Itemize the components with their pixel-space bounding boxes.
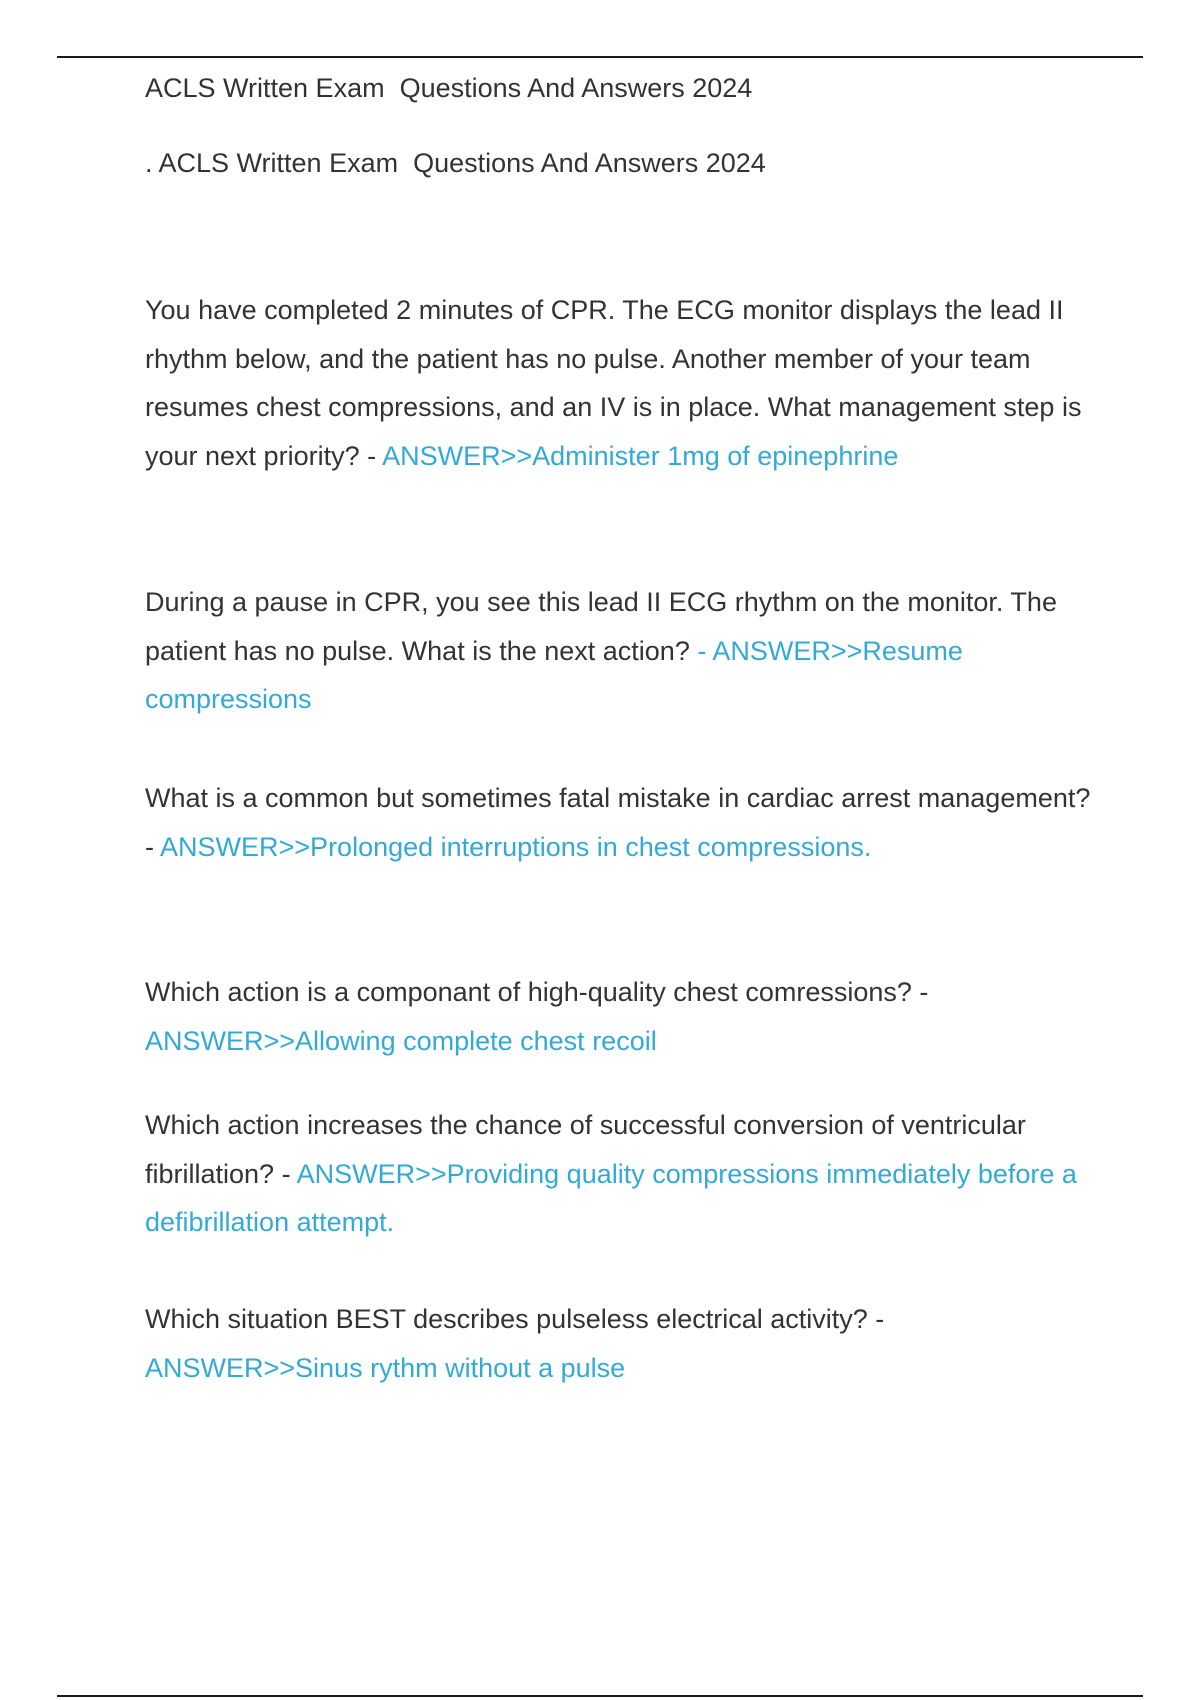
qa-item [145,286,1095,480]
answer-text: ANSWER>>Allowing complete chest recoil [145,1025,657,1056]
question-text: During a pause in CPR, you see this lead II ECG rhythm on the monitor. The patient has no pulse. What is the next action? [145,587,1057,666]
bottom-divider [57,1695,1143,1697]
qa-item [145,1101,1095,1247]
answer-text: - ANSWER>>Resume compressions [145,635,963,714]
question-text: Which situation BEST describes pulseless electrical activity? - [145,1304,885,1334]
answer-text: ANSWER>>Sinus rythm without a pulse [145,1352,626,1383]
qa-item [145,1295,1095,1392]
question-text: What is a common but sometimes fatal mistake in cardiac arrest management? - [145,783,1091,862]
qa-item [145,774,1095,871]
document-title: . ACLS Written Exam Questions And Answers 2024 [145,148,766,178]
qa-item [145,968,1095,1065]
question-text: You have completed 2 minutes of CPR. The ECG monitor displays the lead II rhythm below, and the patient has no pulse. Another member of your team resumes chest compressions, and an IV is in place. What management step is your next priority? - [145,295,1082,471]
answer-text: ANSWER>>Prolonged interruptions in chest compressions. [160,831,872,862]
answer-text: ANSWER>>Administer 1mg of epinephrine [382,440,899,471]
document-header-title: ACLS Written Exam Questions And Answers 2024 [145,73,753,103]
question-text: Which action is a componant of high-quality chest comressions? - [145,977,929,1007]
answer-text: ANSWER>>Providing quality compressions immediately before a defibrillation attempt. [145,1158,1077,1237]
qa-item [145,578,1095,724]
top-divider [57,56,1143,58]
question-text: Which action increases the chance of successful conversion of ventricular fibrillation? - [145,1110,1026,1189]
